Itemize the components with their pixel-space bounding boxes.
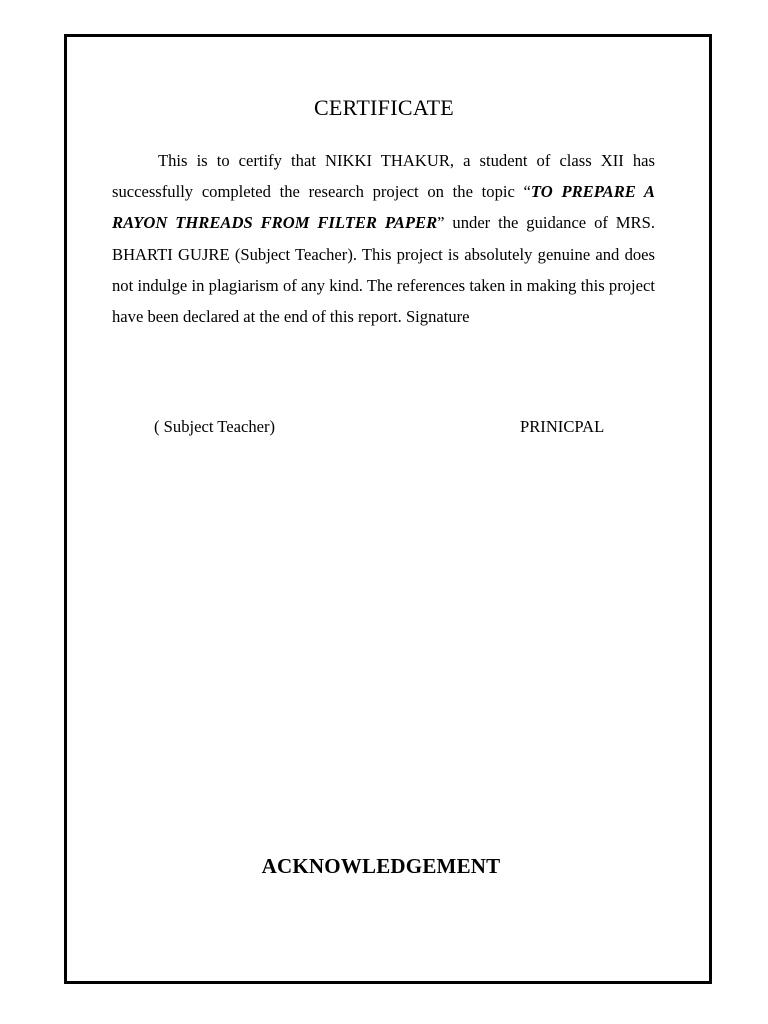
certificate-paragraph [112, 145, 655, 332]
acknowledgement-title: ACKNOWLEDGEMENT [261, 854, 501, 878]
paragraph-text-part2: ” under the guidance of MRS. BHARTI GUJRE (Subject Teacher). This project is absolutely genuine and does not indulge in plagiarism of any kind. The references taken in making this project have been declared at the end of this report. Signature [112, 213, 656, 327]
certificate-title: CERTIFICATE [313, 95, 455, 120]
subject-teacher-signature-label: ( Subject Teacher) [154, 417, 276, 436]
project-topic: TO PREPARE A RAYON THREADS FROM FILTER PAPER [112, 182, 655, 233]
principal-signature-label: PRINICPAL [520, 417, 605, 436]
paragraph-text-part1: This is to certify that NIKKI THAKUR, a student of class XII has successfully completed the research project on the topic “ [112, 151, 655, 202]
